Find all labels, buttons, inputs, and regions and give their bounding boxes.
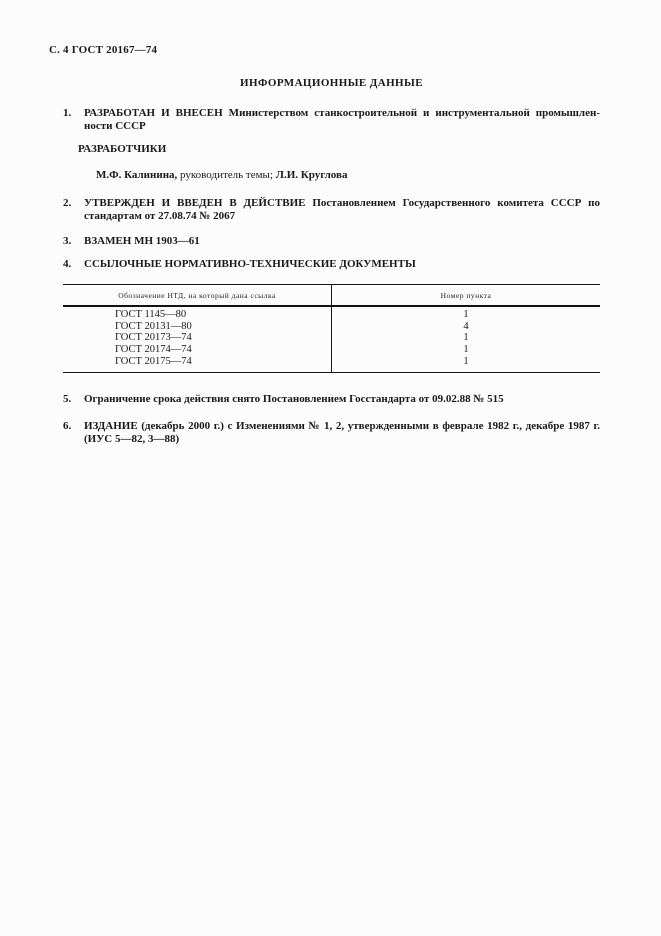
clause-number-cell: 1 xyxy=(463,344,469,356)
developers-line xyxy=(96,169,600,182)
developer-role: руководитель темы; xyxy=(177,169,276,181)
item-text: ВЗАМЕН МН 1903—61 xyxy=(84,235,200,247)
item-text: УТВЕРЖДЕН И ВВЕДЕН В ДЕЙСТВИЕ Постановлением Государственного комитета СССР по стандартам от 27.08.74 № 2067 xyxy=(84,197,600,222)
reference-table-header xyxy=(63,285,600,307)
reference-table-body xyxy=(63,306,600,372)
item-text: ИЗДАНИЕ (декабрь 2000 г.) с Изменениями № 1, 2, утвержденными в феврале 1982 г., декабре 1987 г. (ИУС 5—82, 3—88) xyxy=(84,419,600,445)
ntd-designation-cell: ГОСТ 20173—74 xyxy=(63,332,332,344)
column-header-designation: Обозначение НТД, на который дана ссылка xyxy=(63,285,332,307)
list-item-replaces xyxy=(63,235,600,248)
item-number: 2. xyxy=(63,197,72,209)
list-item-approved xyxy=(63,197,600,223)
page-header: С. 4 ГОСТ 20167—74 xyxy=(49,44,158,56)
item-number: 5. xyxy=(63,392,72,405)
item-text: Ограничение срока действия снято Постановлением Госстандарта от 09.02.88 № 515 xyxy=(84,392,504,405)
developer-name: Л.И. Круглова xyxy=(275,169,348,181)
ntd-designation-cell: ГОСТ 20131—80 xyxy=(63,321,332,333)
clause-number-cell: 1 xyxy=(463,332,469,344)
table-row xyxy=(63,332,600,344)
clause-number-cell: 4 xyxy=(463,320,469,332)
item-number: 3. xyxy=(63,235,72,247)
ntd-designation-cell: ГОСТ 1145—80 xyxy=(63,306,332,321)
item-number: 6. xyxy=(63,419,72,432)
table-header-row xyxy=(63,285,600,307)
list-item-references xyxy=(63,258,600,271)
item-text: ССЫЛОЧНЫЕ НОРМАТИВНО-ТЕХНИЧЕСКИЕ ДОКУМЕНТЫ xyxy=(84,258,416,270)
item-text: РАЗРАБОТАН И ВНЕСЕН Министерством станкостроительной и инструментальной промышленности СССР xyxy=(84,107,600,132)
column-header-clause: Номер пункта xyxy=(440,291,492,300)
clause-number-cell: 1 xyxy=(463,355,469,367)
list-item-edition xyxy=(63,420,600,446)
item-number: 1. xyxy=(63,107,72,119)
ntd-designation-cell: ГОСТ 20174—74 xyxy=(63,344,332,356)
list-item-limitation xyxy=(63,393,600,406)
developers-heading: РАЗРАБОТЧИКИ xyxy=(78,143,167,155)
table-row xyxy=(63,321,600,333)
table-row xyxy=(63,344,600,356)
list-item-developed xyxy=(63,107,600,133)
clause-number-cell: 1 xyxy=(463,309,469,320)
page-title: ИНФОРМАЦИОННЫЕ ДАННЫЕ xyxy=(240,77,423,89)
item-number: 4. xyxy=(63,258,72,270)
reference-table xyxy=(63,284,600,373)
table-row xyxy=(63,356,600,372)
developer-name: М.Ф. Калинина, xyxy=(96,169,178,181)
table-row xyxy=(63,306,600,321)
ntd-designation-cell: ГОСТ 20175—74 xyxy=(63,356,332,372)
